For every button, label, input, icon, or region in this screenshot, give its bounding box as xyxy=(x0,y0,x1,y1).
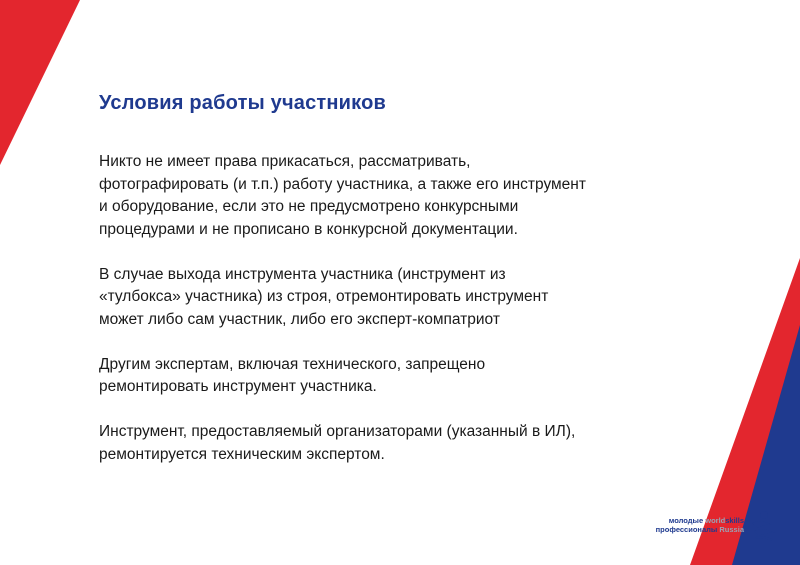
worldskills-figure-icon xyxy=(748,509,778,543)
text-line: «тулбокса» участника) из строя, отремонтировать инструмент xyxy=(99,288,549,305)
top-left-red-shape xyxy=(0,0,80,165)
paragraph-4 xyxy=(99,421,719,466)
text-line: ремонтировать инструмент участника. xyxy=(99,378,377,395)
logo-text-line-1 xyxy=(669,517,744,525)
slide-title: Условия работы участников xyxy=(99,92,387,114)
text-line: и оборудование, если это не предусмотрено конкурсными xyxy=(99,198,519,215)
text-line: ремонтируется техническим экспертом. xyxy=(99,445,385,463)
logo-text: молодые xyxy=(668,516,704,525)
slide-body xyxy=(99,151,719,489)
logo-text: world xyxy=(705,516,726,525)
paragraph-2 xyxy=(99,264,719,332)
logo-text: Russia xyxy=(719,525,744,534)
text-line: фотографировать (и т.п.) работу участника, а также его инструмент xyxy=(99,175,586,193)
text-line: может либо сам участник, либо его эксперт-компатриот xyxy=(99,310,500,328)
logo-text-line-2 xyxy=(656,526,744,534)
text-line: процедурами и не прописано в конкурсной документации. xyxy=(99,220,518,238)
paragraph-3 xyxy=(99,354,719,399)
logo-text: профессионалы xyxy=(655,525,718,534)
text-line: Инструмент, предоставляемый организаторами (указанный в ИЛ), xyxy=(99,423,576,440)
logo-text: skills xyxy=(725,516,744,525)
text-line: Никто не имеет права прикасаться, рассматривать, xyxy=(99,153,471,170)
paragraph-1 xyxy=(99,151,719,241)
text-line: Другим экспертам, включая технического, запрещено xyxy=(99,355,486,373)
text-line: В случае выхода инструмента участника (инструмент из xyxy=(99,265,506,283)
worldskills-logo xyxy=(655,509,778,545)
